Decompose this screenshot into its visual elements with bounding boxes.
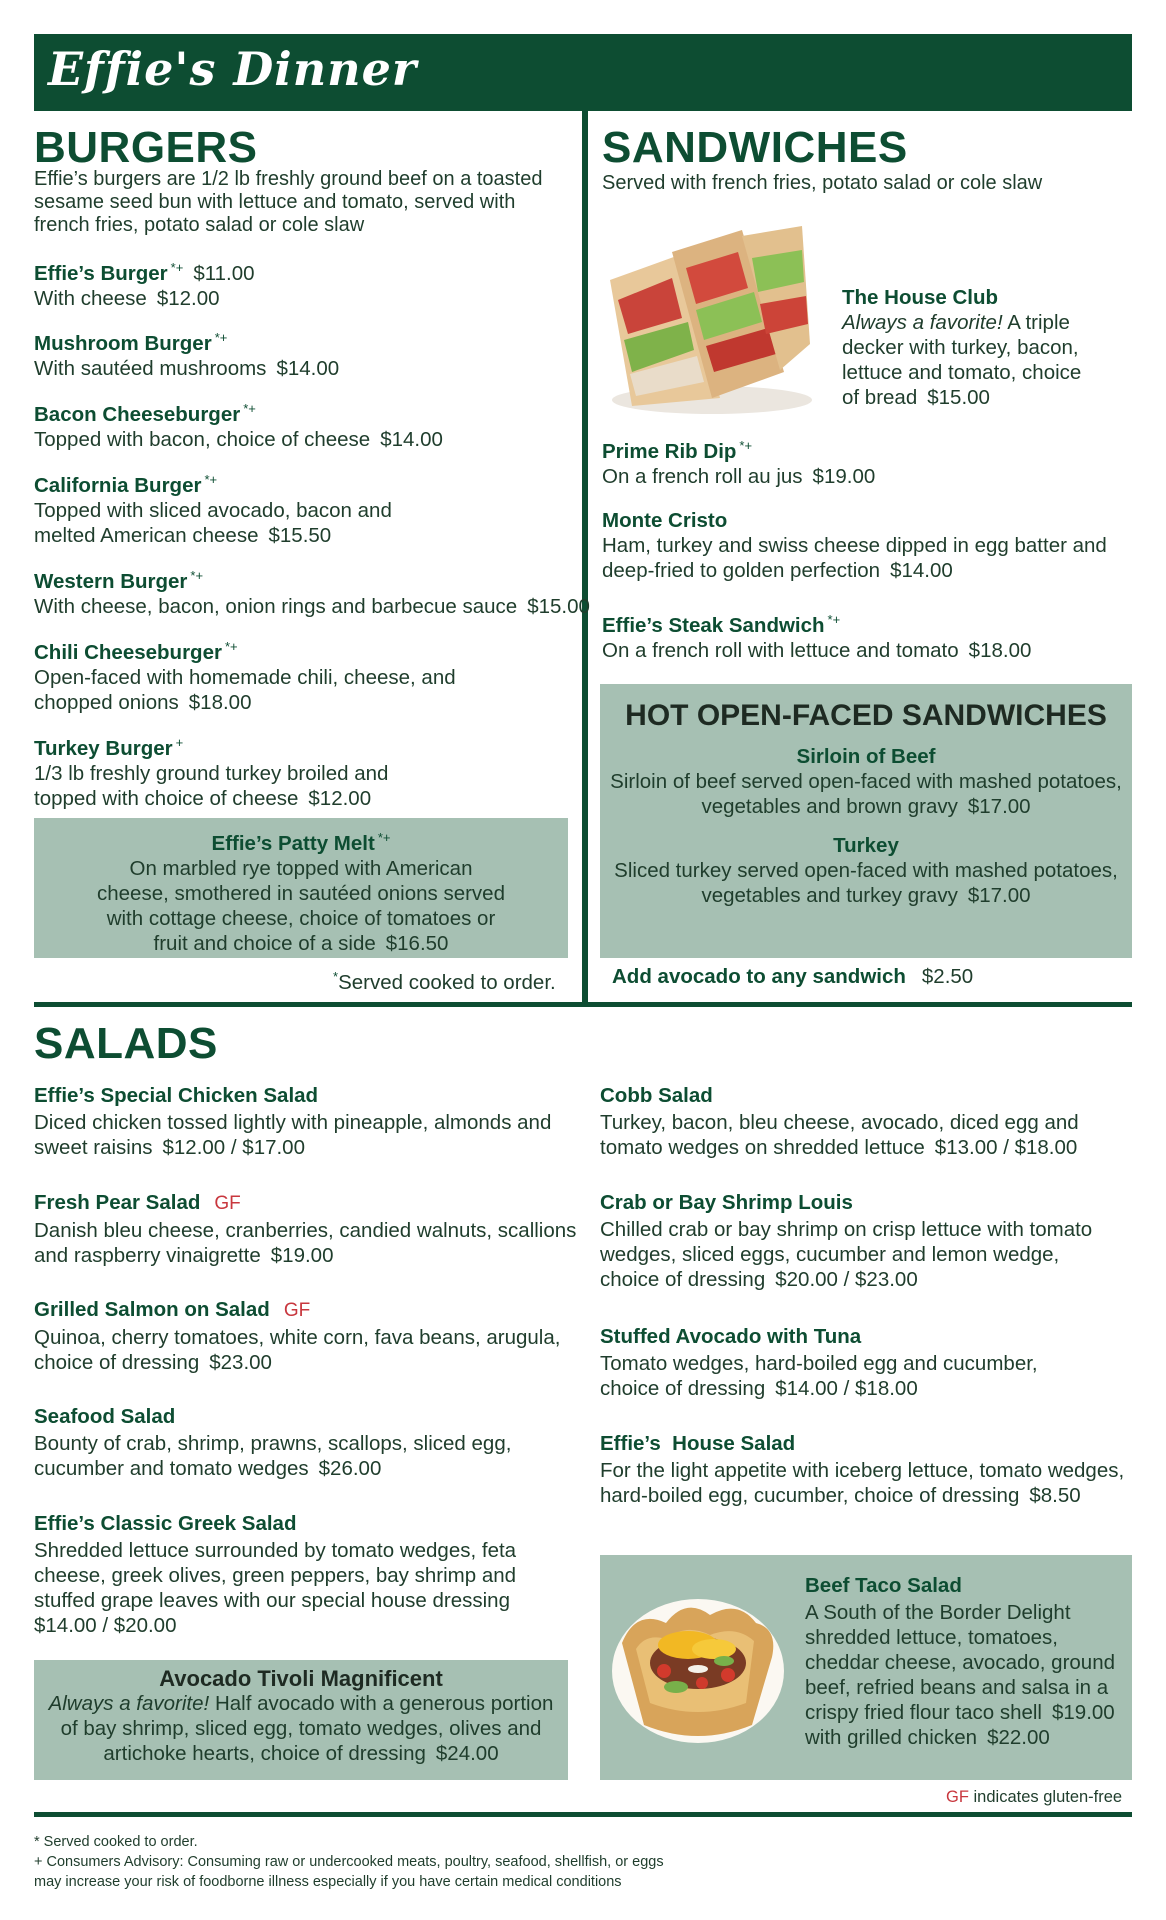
item-desc: Open-faced with homemade chili, cheese, and bbox=[34, 665, 456, 689]
item-price: $19.00 bbox=[270, 1244, 334, 1267]
item-desc: Sirloin of beef served open-faced with mashed potatoes, bbox=[610, 770, 1122, 793]
avocado-tivoli-box bbox=[34, 1660, 568, 1780]
item-desc: Ham, turkey and swiss cheese dipped in egg batter and bbox=[602, 534, 1107, 557]
menu-item-chili-cheeseburger bbox=[34, 634, 456, 715]
item-name: Fresh Pear Salad bbox=[34, 1191, 201, 1214]
item-desc: With cheese, bacon, onion rings and barbecue sauce bbox=[34, 594, 518, 618]
item-desc: melted American cheese bbox=[34, 523, 259, 547]
burgers-title: BURGERS bbox=[34, 123, 258, 172]
item-desc: choice of dressing bbox=[600, 1377, 766, 1400]
item-desc: cheese, greek olives, green peppers, bay shrimp and bbox=[34, 1564, 517, 1587]
item-desc: Danish bleu cheese, cranberries, candied walnuts, scallions bbox=[34, 1219, 577, 1242]
item-name: Chili Cheeseburger bbox=[34, 640, 222, 664]
item-name: Stuffed Avocado with Tuna bbox=[600, 1325, 862, 1348]
item-desc: deep-fried to golden perfection bbox=[602, 559, 881, 582]
menu-item-beef-taco-salad bbox=[805, 1573, 1115, 1750]
item-mark: *+ bbox=[739, 438, 753, 453]
menu-item-classic-greek-salad bbox=[34, 1511, 516, 1638]
item-desc: Quinoa, cherry tomatoes, white corn, fava beans, arugula, bbox=[34, 1326, 561, 1349]
note-mark: * bbox=[333, 969, 339, 984]
item-name: Seafood Salad bbox=[34, 1405, 176, 1428]
cooked-to-order-note bbox=[333, 964, 556, 995]
item-price: $18.00 bbox=[968, 638, 1032, 662]
item-desc: with cottage cheese, choice of tomatoes or bbox=[106, 906, 496, 930]
hot-section-title: HOT OPEN-FACED SANDWICHES bbox=[625, 699, 1107, 732]
menu-item-steak-sandwich bbox=[602, 607, 1031, 663]
item-desc: tomato wedges on shredded lettuce bbox=[600, 1136, 925, 1159]
item-price: $22.00 bbox=[987, 1726, 1050, 1749]
item-name: Crab or Bay Shrimp Louis bbox=[600, 1191, 853, 1214]
item-name: Sirloin of Beef bbox=[796, 745, 936, 768]
taco-salad-photo bbox=[606, 1579, 786, 1755]
item-desc: cheese, smothered in sautéed onions served bbox=[97, 881, 505, 905]
item-price: $12.00 / $17.00 bbox=[162, 1136, 305, 1159]
item-price: $14.00 / $20.00 bbox=[34, 1614, 177, 1637]
item-price: $17.00 bbox=[967, 884, 1031, 907]
item-desc: Turkey, bacon, bleu cheese, avocado, diced egg and bbox=[600, 1111, 1079, 1134]
item-desc: crispy fried flour taco shell bbox=[805, 1701, 1042, 1724]
section-divider bbox=[34, 1002, 1132, 1007]
item-desc: For the light appetite with iceberg lettuce, tomato wedges, bbox=[600, 1459, 1125, 1482]
menu-item-house-salad bbox=[600, 1431, 1124, 1508]
burgers-desc-line: french fries, potato salad or cole slaw bbox=[34, 214, 365, 236]
hot-open-faced-box bbox=[600, 684, 1132, 958]
header-bar bbox=[34, 34, 1132, 111]
menu-item-crab-shrimp-louis bbox=[600, 1190, 1092, 1292]
item-desc: Bounty of crab, shrimp, prawns, scallops, sliced egg, bbox=[34, 1432, 512, 1455]
item-desc: Sliced turkey served open-faced with mashed potatoes, bbox=[614, 859, 1118, 882]
item-desc: cheddar cheese, avocado, ground bbox=[805, 1651, 1116, 1674]
item-name: Beef Taco Salad bbox=[805, 1574, 962, 1597]
gluten-free-badge: GF bbox=[946, 1788, 969, 1806]
menu-item-grilled-salmon-salad bbox=[34, 1297, 560, 1375]
item-desc: shredded lettuce, tomatoes, bbox=[805, 1626, 1058, 1649]
item-name: Effie’s Steak Sandwich bbox=[602, 613, 825, 637]
item-name: Effie’s Special Chicken Salad bbox=[34, 1084, 319, 1107]
item-name: Turkey bbox=[833, 834, 899, 857]
item-price: $16.50 bbox=[385, 931, 449, 955]
item-desc: chopped onions bbox=[34, 690, 179, 714]
item-name: Effie’s House Salad bbox=[600, 1432, 796, 1455]
item-mark: *+ bbox=[190, 568, 204, 583]
club-sandwich-photo bbox=[602, 222, 812, 418]
note-text: Served cooked to order. bbox=[338, 970, 556, 994]
item-mark: *+ bbox=[243, 401, 256, 416]
menu-item-bacon-cheeseburger bbox=[34, 396, 443, 452]
item-desc: A South of the Border Delight bbox=[805, 1601, 1071, 1624]
item-desc: stuffed grape leaves with our special house dressing bbox=[34, 1589, 510, 1612]
gluten-free-badge: GF bbox=[214, 1193, 241, 1214]
item-name: Prime Rib Dip bbox=[602, 439, 737, 463]
item-price: $12.00 bbox=[156, 286, 220, 310]
taco-salad-box bbox=[600, 1555, 1132, 1780]
item-name: Bacon Cheeseburger bbox=[34, 402, 241, 426]
menu-item-seafood-salad bbox=[34, 1404, 511, 1481]
item-desc: of bread bbox=[842, 386, 918, 409]
item-price: $12.00 bbox=[308, 786, 372, 810]
item-desc: hard-boiled egg, cucumber, choice of dressing bbox=[600, 1484, 1020, 1507]
item-desc: Topped with bacon, choice of cheese bbox=[34, 427, 371, 451]
burgers-description bbox=[34, 168, 574, 237]
favorite-tag: Always a favorite! bbox=[48, 1692, 210, 1715]
item-mark: *+ bbox=[377, 830, 391, 845]
sandwiches-description: Served with french fries, potato salad or cole slaw bbox=[602, 172, 1043, 194]
menu-item-prime-rib-dip bbox=[602, 433, 875, 489]
item-desc: On marbled rye topped with American bbox=[129, 856, 473, 880]
gluten-free-legend bbox=[946, 1787, 1122, 1807]
item-name: Western Burger bbox=[34, 569, 188, 593]
item-desc: With cheese bbox=[34, 286, 147, 310]
footer-note-line: * Served cooked to order. bbox=[34, 1834, 198, 1850]
item-desc: 1/3 lb freshly ground turkey broiled and bbox=[34, 761, 389, 785]
item-price: $15.00 bbox=[927, 386, 990, 409]
item-price: $19.00 bbox=[812, 464, 876, 488]
item-desc: and raspberry vinaigrette bbox=[34, 1244, 261, 1267]
menu-item-western-burger bbox=[34, 563, 590, 619]
item-desc: of bay shrimp, sliced egg, tomato wedges, olives and bbox=[60, 1717, 542, 1740]
footer-note-line: + Consumers Advisory: Consuming raw or undercooked meats, poultry, seafood, shellfish, or eggs bbox=[34, 1854, 664, 1870]
item-desc: topped with choice of cheese bbox=[34, 786, 299, 810]
item-price: $24.00 bbox=[435, 1742, 499, 1765]
salads-title: SALADS bbox=[34, 1019, 218, 1068]
menu-item-california-burger bbox=[34, 467, 392, 548]
menu-item-stuffed-avocado-tuna bbox=[600, 1324, 1038, 1401]
item-name: Effie’s Patty Melt bbox=[211, 831, 375, 855]
item-name: Effie’s Burger bbox=[34, 261, 168, 285]
item-name: Effie’s Classic Greek Salad bbox=[34, 1512, 297, 1535]
column-divider bbox=[582, 111, 588, 1002]
item-desc: with grilled chicken bbox=[805, 1726, 978, 1749]
item-name: Mushroom Burger bbox=[34, 331, 212, 355]
item-price: $20.00 / $23.00 bbox=[775, 1268, 918, 1291]
item-desc: Tomato wedges, hard-boiled egg and cucumber, bbox=[600, 1352, 1038, 1375]
item-desc: beef, refried beans and salsa in a bbox=[805, 1676, 1109, 1699]
item-name: Add avocado to any sandwich bbox=[612, 965, 906, 988]
item-name: Turkey Burger bbox=[34, 736, 173, 760]
item-price: $19.00 bbox=[1051, 1701, 1115, 1724]
menu-item-effies-burger bbox=[34, 255, 255, 311]
restaurant-title: Effie's Dinner bbox=[48, 42, 418, 96]
item-price: $14.00 bbox=[276, 356, 340, 380]
item-mark: + bbox=[175, 735, 184, 750]
favorite-tag: Always a favorite! bbox=[842, 311, 1003, 334]
burgers-desc-line: Effie’s burgers are 1/2 lb freshly ground beef on a toasted bbox=[34, 168, 543, 190]
menu-item-turkey-burger bbox=[34, 730, 388, 811]
item-price: $2.50 bbox=[921, 965, 974, 988]
item-name: California Burger bbox=[34, 473, 202, 497]
item-desc: A triple bbox=[1007, 311, 1070, 334]
item-desc: lettuce and tomato, choice bbox=[842, 361, 1082, 384]
item-desc: Half avocado with a generous portion bbox=[214, 1692, 554, 1715]
item-desc: On a french roll au jus bbox=[602, 464, 803, 488]
sandwiches-title: SANDWICHES bbox=[602, 123, 908, 172]
item-desc: sweet raisins bbox=[34, 1136, 153, 1159]
item-name: Cobb Salad bbox=[600, 1084, 713, 1107]
item-price: $11.00 bbox=[193, 261, 255, 285]
item-desc: vegetables and brown gravy bbox=[701, 795, 958, 818]
item-price: $17.00 bbox=[967, 795, 1031, 818]
item-price: $13.00 / $18.00 bbox=[934, 1136, 1078, 1159]
item-desc: Shredded lettuce surrounded by tomato wedges, feta bbox=[34, 1539, 517, 1562]
item-name: Grilled Salmon on Salad bbox=[34, 1298, 270, 1321]
burgers-desc-line: sesame seed bun with lettuce and tomato, served with bbox=[34, 191, 516, 213]
item-desc: choice of dressing bbox=[34, 1351, 200, 1374]
item-desc: choice of dressing bbox=[600, 1268, 766, 1291]
item-price: $14.00 bbox=[380, 427, 443, 451]
item-desc: cucumber and tomato wedges bbox=[34, 1457, 309, 1480]
footer-divider bbox=[34, 1812, 1132, 1817]
item-desc: wedges, sliced eggs, cucumber and lemon wedge, bbox=[600, 1243, 1060, 1266]
item-price: $26.00 bbox=[318, 1457, 382, 1480]
item-desc: On a french roll with lettuce and tomato bbox=[602, 638, 959, 662]
item-desc: fruit and choice of a side bbox=[153, 931, 376, 955]
item-name: Monte Cristo bbox=[602, 509, 728, 532]
patty-melt-box bbox=[34, 818, 568, 958]
item-mark: *+ bbox=[170, 260, 184, 275]
item-price: $14.00 bbox=[890, 559, 953, 582]
item-price: $15.50 bbox=[268, 523, 332, 547]
legend-text: indicates gluten-free bbox=[973, 1788, 1123, 1806]
menu-item-monte-cristo bbox=[602, 508, 1107, 583]
gluten-free-badge: GF bbox=[283, 1300, 311, 1321]
item-desc: vegetables and turkey gravy bbox=[701, 884, 958, 907]
item-mark: *+ bbox=[827, 612, 841, 627]
item-mark: *+ bbox=[224, 639, 238, 654]
footer-notes bbox=[34, 1832, 1124, 1892]
item-price: $15.00 bbox=[527, 594, 590, 618]
menu-item-house-club bbox=[842, 285, 1081, 410]
item-price: $14.00 / $18.00 bbox=[775, 1377, 918, 1400]
item-desc: Chilled crab or bay shrimp on crisp lettuce with tomato bbox=[600, 1218, 1093, 1241]
item-price: $18.00 bbox=[188, 690, 252, 714]
menu-item-mushroom-burger bbox=[34, 325, 339, 381]
footer-note-line: may increase your risk of foodborne illness especially if you have certain medical conditions bbox=[34, 1874, 622, 1890]
item-name: The House Club bbox=[842, 286, 999, 309]
item-price: $8.50 bbox=[1029, 1484, 1081, 1507]
menu-item-fresh-pear-salad bbox=[34, 1190, 576, 1268]
item-desc: decker with turkey, bacon, bbox=[842, 336, 1079, 359]
item-mark: *+ bbox=[204, 472, 218, 487]
item-desc: With sautéed mushrooms bbox=[34, 356, 267, 380]
item-desc: artichoke hearts, choice of dressing bbox=[103, 1742, 426, 1765]
add-avocado-note bbox=[612, 964, 973, 989]
menu-item-cobb-salad bbox=[600, 1083, 1079, 1160]
menu-item-special-chicken-salad bbox=[34, 1083, 551, 1160]
item-name: Avocado Tivoli Magnificent bbox=[159, 1666, 443, 1691]
item-mark: *+ bbox=[214, 330, 228, 345]
item-price: $23.00 bbox=[209, 1351, 272, 1374]
item-desc: Diced chicken tossed lightly with pineapple, almonds and bbox=[34, 1111, 552, 1134]
item-desc: Topped with sliced avocado, bacon and bbox=[34, 498, 392, 522]
